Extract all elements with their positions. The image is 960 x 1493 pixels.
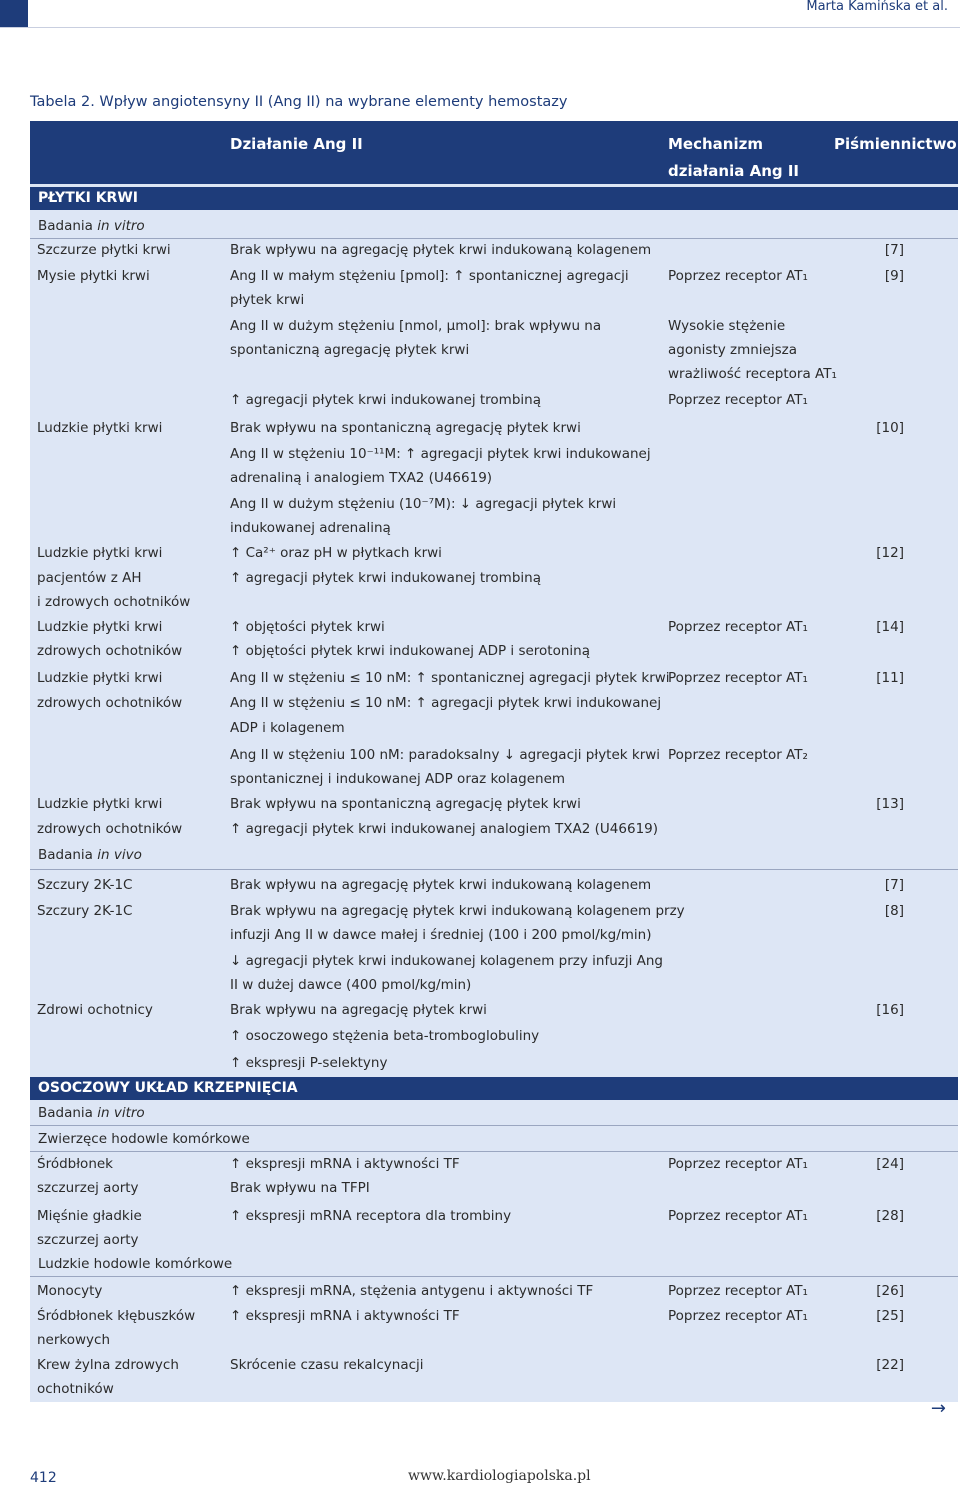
subsection-in-vivo: Badania in vivo xyxy=(38,847,142,863)
row-action: ↑ ekspresji mRNA i aktywności TF xyxy=(230,1308,460,1324)
row-action: Brak wpływu na spontaniczną agregację płytek krwi xyxy=(230,420,581,436)
header-rule xyxy=(0,27,960,28)
row-subject: Mięśnie gładkie xyxy=(37,1208,142,1224)
row-reference: [22] xyxy=(876,1357,904,1373)
subsection-in-vitro: Badania in vitro xyxy=(38,218,145,234)
row-action: ↑ ekspresji mRNA, stężenia antygenu i aktywności TF xyxy=(230,1283,594,1299)
row-reference: [14] xyxy=(876,619,904,635)
row-reference: [9] xyxy=(884,268,904,284)
corner-marker xyxy=(0,0,28,28)
row-reference: [10] xyxy=(876,420,904,436)
row-reference: [11] xyxy=(876,670,904,686)
journal-website: www.kardiologiapolska.pl xyxy=(408,1468,591,1484)
row-reference: [26] xyxy=(876,1283,904,1299)
row-action: ↑ agregacji płytek krwi indukowanej trombiną xyxy=(230,392,541,408)
row-subject: Szczury 2K-1C xyxy=(37,903,133,919)
row-reference: [28] xyxy=(876,1208,904,1224)
row-action: ↑ agregacji płytek krwi indukowanej trombiną xyxy=(230,570,541,586)
row-action: ↓ agregacji płytek krwi indukowanej kolagenem przy infuzji Ang xyxy=(230,953,664,969)
row-mechanism: Poprzez receptor AT₁ xyxy=(668,619,808,635)
row-subject: Ludzkie płytki krwi xyxy=(37,545,163,561)
row-action: spontanicznej i indukowanej ADP oraz kolagenem xyxy=(230,771,566,787)
row-subject: szczurzej aorty xyxy=(37,1180,139,1196)
row-reference: [16] xyxy=(876,1002,904,1018)
row-subject: Ludzkie płytki krwi xyxy=(37,670,163,686)
row-action: Ang II w stężeniu ≤ 10 nM: ↑ spontanicznej agregacji płytek krwi xyxy=(230,670,670,686)
row-subject: Zdrowi ochotnicy xyxy=(37,1002,153,1018)
table-header xyxy=(30,121,958,184)
row-subject: nerkowych xyxy=(37,1332,111,1348)
row-action: Brak wpływu na agregację płytek krwi indukowaną kolagenem przy xyxy=(230,903,685,919)
row-action: infuzji Ang II w dawce małej i średniej (100 i 200 pmol/kg/min) xyxy=(230,927,652,943)
row-action: Brak wpływu na spontaniczną agregację płytek krwi xyxy=(230,796,581,812)
row-subject: Szczurze płytki krwi xyxy=(37,242,171,258)
row-action: ↑ osoczowego stężenia beta-tromboglobuliny xyxy=(230,1028,540,1044)
header-action: Działanie Ang II xyxy=(230,135,363,153)
row-action: Skrócenie czasu rekalcynacji xyxy=(230,1357,424,1373)
row-reference: [12] xyxy=(876,545,904,561)
row-subject: Mysie płytki krwi xyxy=(37,268,150,284)
row-action: ↑ Ca²⁺ oraz pH w płytkach krwi xyxy=(230,545,442,561)
row-subject: szczurzej aorty xyxy=(37,1232,139,1248)
row-subject: i zdrowych ochotników xyxy=(37,594,191,610)
row-reference: [7] xyxy=(884,877,904,893)
row-mechanism: Poprzez receptor AT₂ xyxy=(668,747,808,763)
section-label: PŁYTKI KRWI xyxy=(38,190,138,206)
row-subject: zdrowych ochotników xyxy=(37,695,183,711)
row-action: Brak wpływu na agregację płytek krwi xyxy=(230,1002,487,1018)
section-platelets xyxy=(30,187,958,210)
header-references: Piśmiennictwo xyxy=(834,135,957,153)
row-mechanism: agonisty zmniejsza xyxy=(668,342,798,358)
row-subject: Ludzkie płytki krwi xyxy=(37,796,163,812)
row-action: Ang II w dużym stężeniu (10⁻⁷M): ↓ agregacji płytek krwi xyxy=(230,496,617,512)
row-subject: ochotników xyxy=(37,1381,114,1397)
header-mechanism-line1: Mechanizm xyxy=(668,135,763,153)
row-subject: Monocyty xyxy=(37,1283,103,1299)
row-action: ↑ agregacji płytek krwi indukowanej analogiem TXA2 (U46619) xyxy=(230,821,659,837)
row-action: Brak wpływu na TFPI xyxy=(230,1180,370,1196)
page-number: 412 xyxy=(30,1470,57,1486)
row-mechanism: Poprzez receptor AT₁ xyxy=(668,268,808,284)
header-mechanism-line2: działania Ang II xyxy=(668,162,799,180)
row-subject: Śródbłonek xyxy=(37,1156,113,1172)
section-label: OSOCZOWY UKŁAD KRZEPNIĘCIA xyxy=(38,1080,298,1096)
row-action: Brak wpływu na agregację płytek krwi indukowaną kolagenem xyxy=(230,242,652,258)
row-reference: [8] xyxy=(884,903,904,919)
row-action: Ang II w dużym stężeniu [nmol, μmol]: brak wpływu na xyxy=(230,318,602,334)
row-action: ↑ ekspresji mRNA i aktywności TF xyxy=(230,1156,460,1172)
table-caption: Tabela 2. Wpływ angiotensyny II (Ang II) na wybrane elementy hemostazy xyxy=(30,94,568,110)
row-mechanism: Poprzez receptor AT₁ xyxy=(668,670,808,686)
row-subject: Ludzkie płytki krwi xyxy=(37,420,163,436)
row-divider xyxy=(30,1125,958,1126)
row-action: adrenaliną i analogiem TXA2 (U46619) xyxy=(230,470,493,486)
row-reference: [13] xyxy=(876,796,904,812)
row-mechanism: Poprzez receptor AT₁ xyxy=(668,1308,808,1324)
row-reference: [7] xyxy=(884,242,904,258)
row-reference: [25] xyxy=(876,1308,904,1324)
row-divider xyxy=(30,1276,958,1277)
subsection-human-cultures: Ludzkie hodowle komórkowe xyxy=(38,1256,233,1272)
row-reference: [24] xyxy=(876,1156,904,1172)
row-subject: Ludzkie płytki krwi xyxy=(37,619,163,635)
row-action: indukowanej adrenaliną xyxy=(230,520,391,536)
row-subject: zdrowych ochotników xyxy=(37,821,183,837)
row-subject: Śródbłonek kłębuszków xyxy=(37,1308,196,1324)
subsection-animal-cultures: Zwierzęce hodowle komórkowe xyxy=(38,1131,250,1147)
row-action: ↑ objętości płytek krwi indukowanej ADP i serotoniną xyxy=(230,643,590,659)
row-divider xyxy=(30,1151,958,1152)
row-subject: zdrowych ochotników xyxy=(37,643,183,659)
row-action: ↑ ekspresji P-selektyny xyxy=(230,1055,388,1071)
continue-arrow-icon: → xyxy=(930,1398,946,1419)
row-action: płytek krwi xyxy=(230,292,305,308)
row-mechanism: Wysokie stężenie xyxy=(668,318,786,334)
row-mechanism: Poprzez receptor AT₁ xyxy=(668,392,808,408)
subsection-in-vitro-2: Badania in vitro xyxy=(38,1105,145,1121)
row-mechanism: Poprzez receptor AT₁ xyxy=(668,1208,808,1224)
row-subject: Krew żylna zdrowych xyxy=(37,1357,179,1373)
row-subject: Szczury 2K-1C xyxy=(37,877,133,893)
row-action: spontaniczną agregację płytek krwi xyxy=(230,342,470,358)
row-mechanism: wrażliwość receptora AT₁ xyxy=(668,366,837,382)
data-table xyxy=(30,121,958,1402)
row-action: Ang II w stężeniu ≤ 10 nM: ↑ agregacji płytek krwi indukowanej xyxy=(230,695,662,711)
row-divider xyxy=(30,869,958,870)
row-mechanism: Poprzez receptor AT₁ xyxy=(668,1283,808,1299)
row-action: II w dużej dawce (400 pmol/kg/min) xyxy=(230,977,472,993)
row-action: ↑ objętości płytek krwi xyxy=(230,619,385,635)
row-action: Brak wpływu na agregację płytek krwi indukowaną kolagenem xyxy=(230,877,652,893)
row-action: ADP i kolagenem xyxy=(230,720,345,736)
row-subject: pacjentów z AH xyxy=(37,570,142,586)
row-action: Ang II w stężeniu 10⁻¹¹M: ↑ agregacji płytek krwi indukowanej xyxy=(230,446,651,462)
row-action: Ang II w stężeniu 100 nM: paradoksalny ↓ agregacji płytek krwi xyxy=(230,747,661,763)
row-action: ↑ ekspresji mRNA receptora dla trombiny xyxy=(230,1208,512,1224)
running-header-author: Marta Kamińska et al. xyxy=(806,0,948,14)
row-mechanism: Poprzez receptor AT₁ xyxy=(668,1156,808,1172)
row-action: Ang II w małym stężeniu [pmol]: ↑ spontanicznej agregacji xyxy=(230,268,629,284)
section-coagulation xyxy=(30,1077,958,1100)
